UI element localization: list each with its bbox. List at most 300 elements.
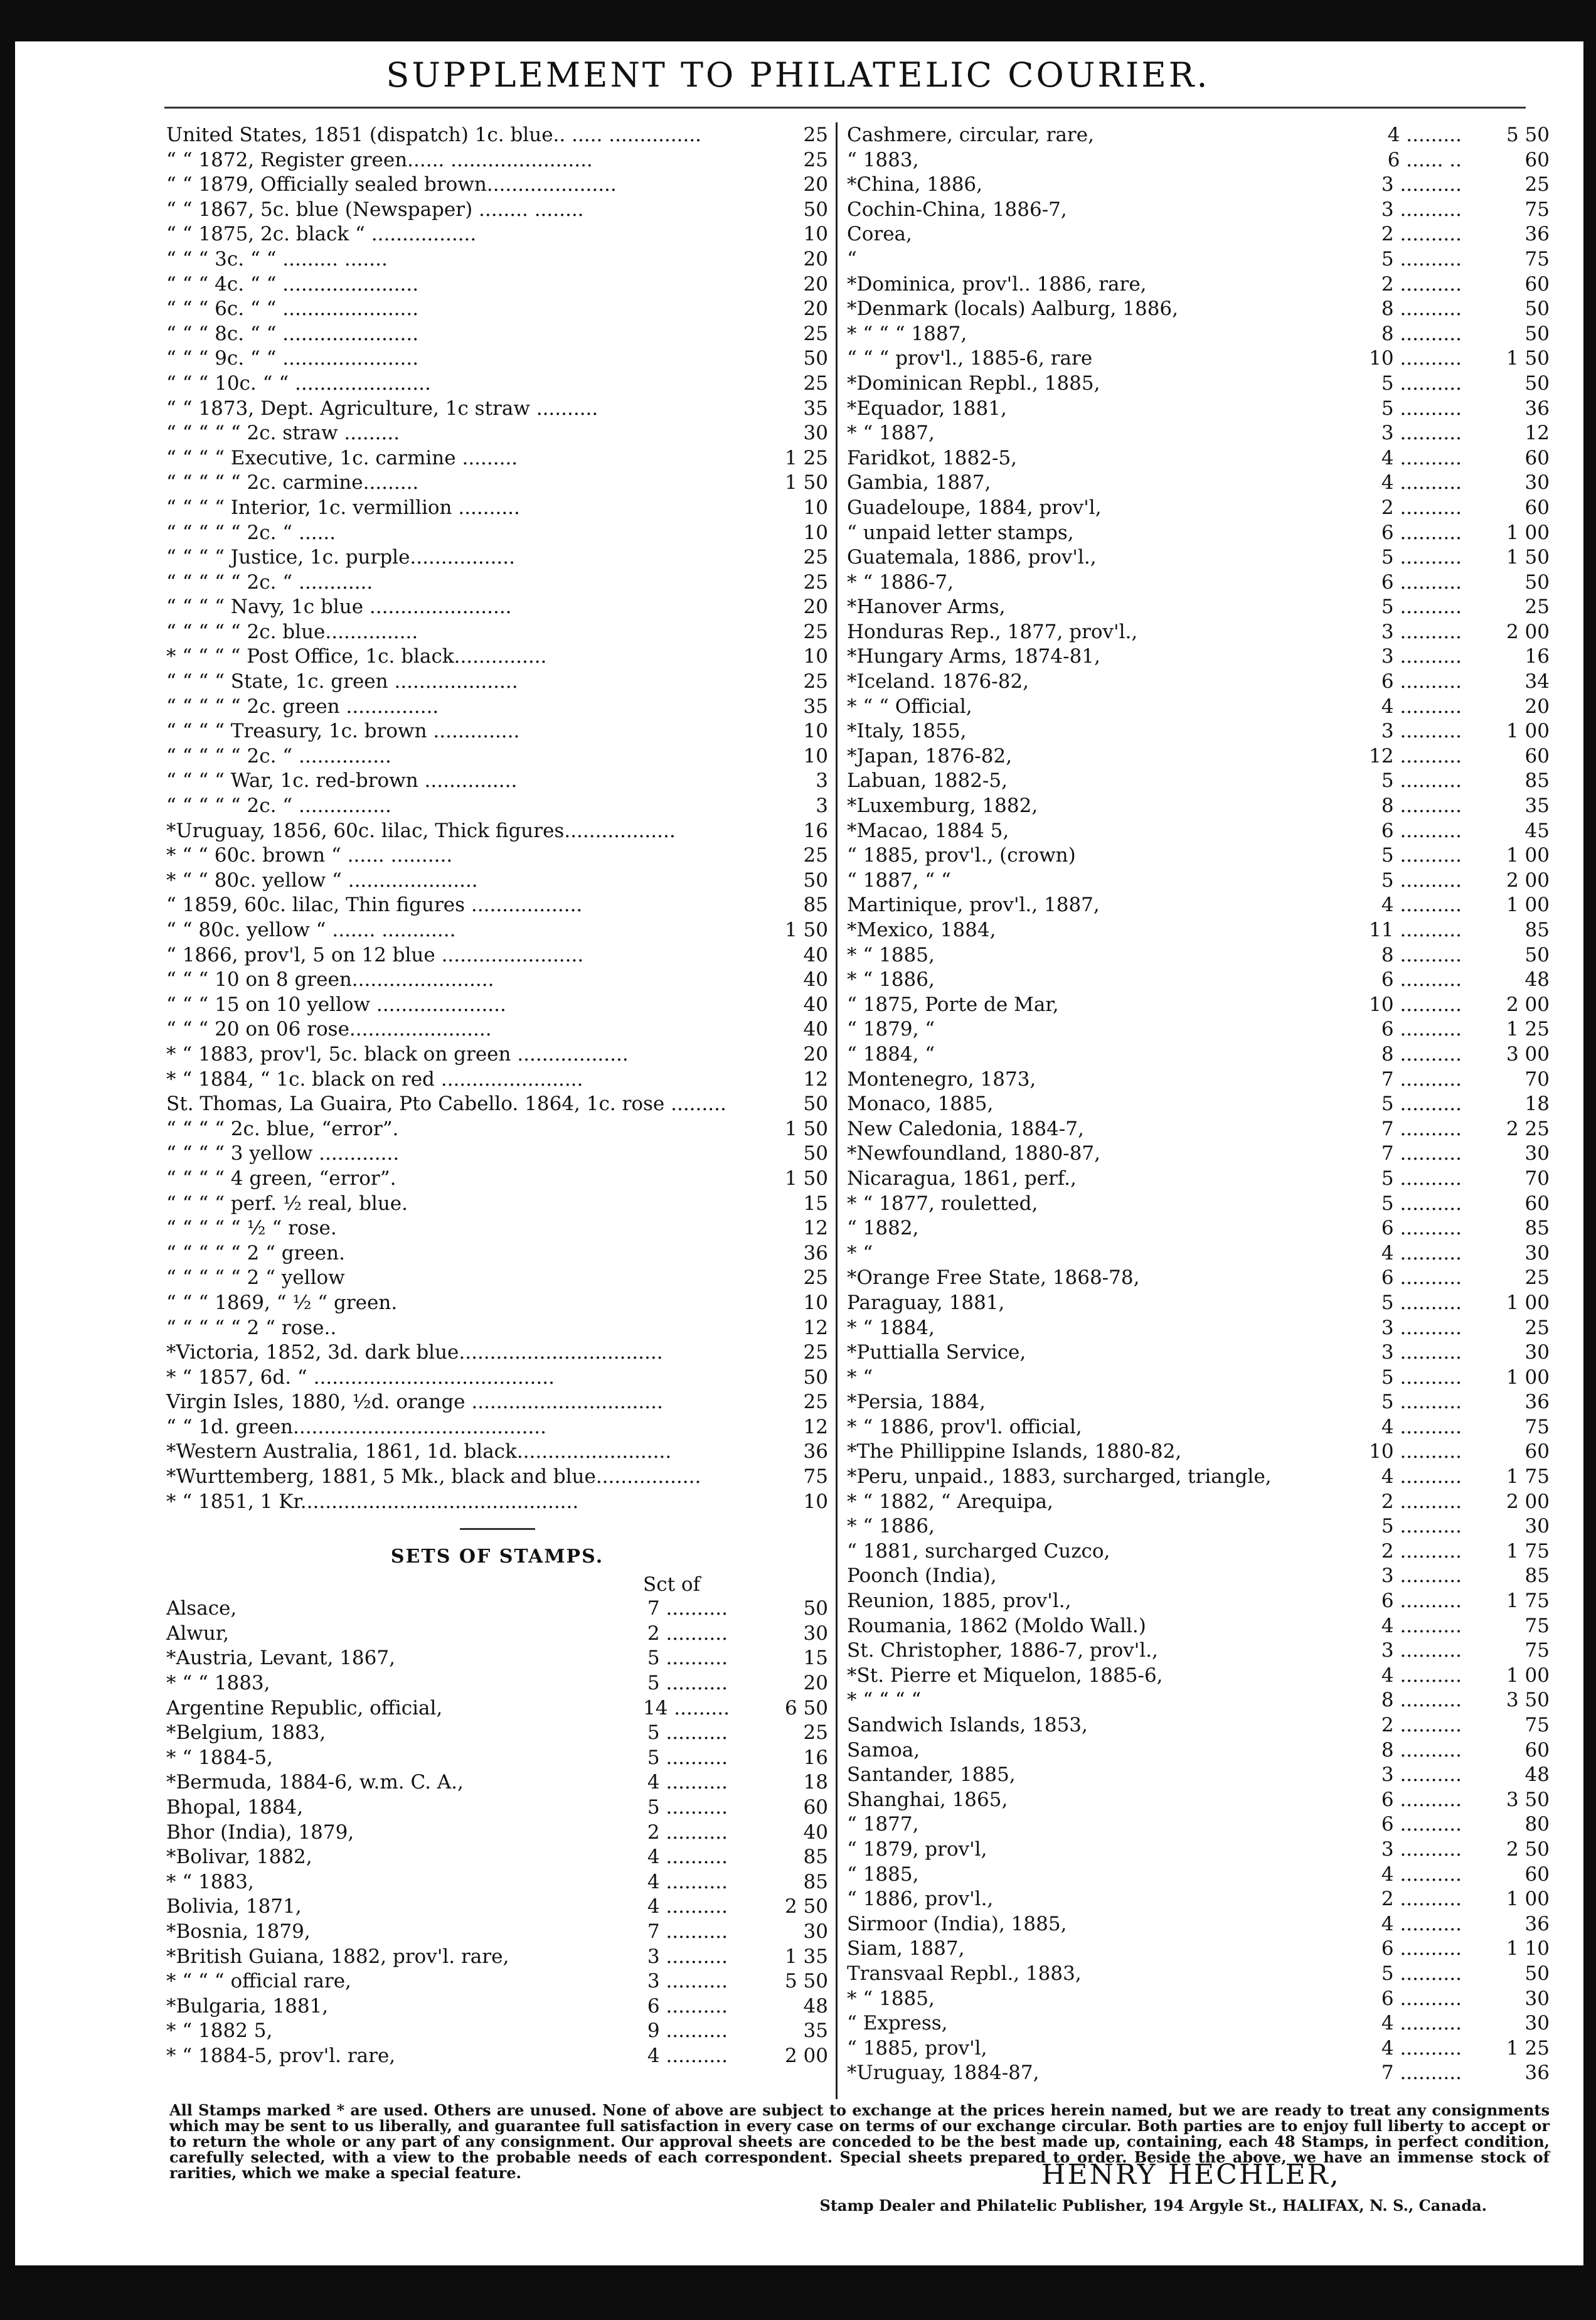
item-price: 10	[803, 1291, 828, 1314]
item-description: New Caledonia, 1884-7,	[847, 1117, 1084, 1140]
item-description: *Bosnia, 1879,	[166, 1920, 311, 1943]
item-price: 50	[1524, 372, 1550, 395]
set-of-header	[166, 1573, 828, 1596]
item-price: 60	[1524, 446, 1550, 469]
item-description: *Luxemburg, 1882,	[847, 794, 1038, 818]
item-set-count: 8 ..........	[1381, 297, 1462, 321]
list-item	[847, 769, 1550, 794]
list-item	[847, 1192, 1550, 1217]
item-description: Cochin-China, 1886-7,	[847, 198, 1067, 221]
item-description: Alwur,	[166, 1622, 230, 1645]
item-description: * “ “ 1883,	[166, 1672, 270, 1695]
item-set-count: 4 ..........	[1381, 1241, 1462, 1264]
item-description: *Macao, 1884 5,	[847, 819, 1009, 842]
item-price: 85	[803, 1870, 828, 1893]
list-item	[847, 421, 1550, 446]
list-item	[847, 1863, 1550, 1888]
item-set-count: 5 ..........	[1381, 546, 1462, 569]
item-price: 1 35	[784, 1945, 828, 1968]
list-item	[166, 968, 828, 993]
item-price: 15	[803, 1647, 828, 1670]
item-description: “ “ “ “ “ 2c. “ ...............	[166, 744, 391, 767]
item-set-count: 5 ..........	[1381, 1291, 1462, 1314]
item-set-count: 5 ..........	[1381, 1366, 1462, 1389]
list-item	[847, 1291, 1550, 1316]
item-set-count: 4 ..........	[647, 1870, 728, 1893]
item-set-count: 5 ..........	[1381, 844, 1462, 867]
list-item	[166, 1440, 828, 1465]
item-description: “ “ 1872, Register green...... .......................	[166, 148, 593, 171]
item-price: 3	[816, 769, 828, 793]
item-description: *China, 1886,	[847, 173, 983, 196]
item-description: Cashmere, circular, rare,	[847, 124, 1094, 146]
item-description: “ 1879, prov'l,	[847, 1837, 987, 1861]
dealer-address: Stamp Dealer and Philatelic Publisher, 194 Argyle St., HALIFAX, N. S., Canada.	[819, 2196, 1487, 2215]
item-description: * “ 1885,	[847, 943, 935, 966]
list-item	[166, 943, 828, 968]
item-description: * “ “ Official,	[847, 695, 972, 718]
list-item	[166, 1770, 828, 1795]
item-description: *Equador, 1881,	[847, 397, 1007, 420]
list-item	[166, 198, 828, 223]
item-description: * “ 1886,	[847, 968, 935, 992]
list-item	[847, 1092, 1550, 1117]
list-item	[166, 297, 828, 322]
item-description: * “ “ “ “ Post Office, 1c. black...............	[166, 645, 547, 668]
item-set-count: 5 ..........	[647, 1796, 728, 1819]
item-price: 3 50	[1506, 1689, 1550, 1712]
list-item	[166, 1415, 828, 1440]
list-item	[166, 1117, 828, 1142]
list-item	[166, 1671, 828, 1696]
item-price: 25	[1524, 1316, 1550, 1339]
item-description: Guadeloupe, 1884, prov'l,	[847, 496, 1102, 519]
list-item	[847, 1514, 1550, 1539]
item-description: “ “ “ 10 on 8 green.......................	[166, 968, 494, 992]
list-item	[166, 496, 828, 521]
item-price: 2 00	[1506, 1490, 1550, 1513]
list-item	[166, 1465, 828, 1490]
item-description: “ 1882,	[847, 1217, 919, 1240]
item-price: 48	[803, 1994, 828, 2018]
item-description: “ “ 1873, Dept. Agriculture, 1c straw ..........	[166, 397, 598, 420]
list-item	[166, 1721, 828, 1746]
item-description: Paraguay, 1881,	[847, 1291, 1005, 1314]
item-price: 25	[803, 372, 828, 395]
item-price: 25	[803, 670, 828, 693]
item-price: 50	[803, 198, 828, 221]
list-item	[166, 222, 828, 247]
item-set-count: 7 ..........	[647, 1597, 728, 1620]
item-set-count: 5 ..........	[1381, 1962, 1462, 1985]
item-set-count: 6 ...... ..	[1387, 148, 1462, 171]
item-description: * “ 1884-5, prov'l. rare,	[166, 2044, 396, 2067]
item-description: “ “ “ “ 4 green, “error”.	[166, 1167, 396, 1190]
item-set-count: 3 ..........	[1381, 1341, 1462, 1364]
item-description: Siam, 1887,	[847, 1937, 965, 1960]
item-set-count: 4 ..........	[1381, 446, 1462, 469]
item-price: 50	[1524, 570, 1550, 594]
item-description: * “ 1884,	[847, 1316, 935, 1339]
item-description: * “ 1885,	[847, 1987, 935, 2010]
item-set-count: 4 ..........	[1381, 2036, 1462, 2060]
list-item	[166, 272, 828, 297]
list-item	[166, 1490, 828, 1515]
column-divider	[836, 122, 838, 2099]
item-description: Alsace,	[166, 1597, 237, 1620]
item-description: *Dominica, prov'l.. 1886, rare,	[847, 272, 1147, 296]
item-price: 25	[803, 1721, 828, 1745]
item-price: 48	[1524, 1763, 1550, 1787]
item-description: *Persia, 1884,	[847, 1391, 986, 1414]
item-price: 60	[1524, 744, 1550, 767]
item-price: 6 50	[784, 1696, 828, 1719]
item-set-count: 2 ..........	[1381, 272, 1462, 296]
item-set-count: 3 ..........	[1381, 1564, 1462, 1588]
item-description: “ 1887, “ “	[847, 869, 951, 892]
list-item	[166, 446, 828, 471]
item-set-count: 3 ..........	[1381, 720, 1462, 743]
list-item	[166, 570, 828, 596]
item-description: Shanghai, 1865,	[847, 1788, 1008, 1811]
item-description: “ 1884, “	[847, 1042, 935, 1066]
item-description: “ “ “ “ “ ½ “ rose.	[166, 1217, 337, 1240]
item-price: 60	[803, 1796, 828, 1819]
item-set-count: 3 ..........	[1381, 1763, 1462, 1787]
list-item	[166, 1141, 828, 1167]
item-price: 85	[803, 1846, 828, 1869]
item-set-count: 5 ..........	[1381, 1515, 1462, 1538]
item-price: 48	[1524, 968, 1550, 992]
list-item	[847, 670, 1550, 695]
item-description: *British Guiana, 1882, prov'l. rare,	[166, 1945, 509, 1968]
item-description: “ 1859, 60c. lilac, Thin figures ..................	[166, 894, 583, 917]
item-description: Transvaal Repbl., 1883,	[847, 1962, 1082, 1985]
item-description: “ “ “ 8c. “ “ ......................	[166, 322, 419, 345]
item-price: 16	[1524, 645, 1550, 668]
item-description: “ “ “ 1869, “ ½ “ green.	[166, 1291, 398, 1314]
list-item	[166, 1266, 828, 1291]
item-description: *Uruguay, 1884-87,	[847, 2061, 1040, 2085]
list-item	[847, 819, 1550, 844]
item-description: *St. Pierre et Miquelon, 1885-6,	[847, 1664, 1163, 1687]
list-item	[847, 372, 1550, 397]
item-set-count: 6 ..........	[1381, 1813, 1462, 1836]
item-price: 1 00	[1506, 894, 1550, 917]
item-price: 36	[1524, 397, 1550, 420]
item-description: Reunion, 1885, prov'l.,	[847, 1590, 1072, 1613]
item-price: 75	[1524, 247, 1550, 270]
item-description: *Newfoundland, 1880-87,	[847, 1142, 1100, 1165]
list-item	[847, 1664, 1550, 1689]
list-item	[166, 744, 828, 769]
list-item	[166, 1795, 828, 1820]
list-item	[847, 198, 1550, 223]
item-set-count: 4 ..........	[1381, 1664, 1462, 1687]
item-price: 20	[1524, 695, 1550, 718]
list-item	[166, 173, 828, 198]
list-item	[166, 794, 828, 819]
item-price: 10	[803, 744, 828, 767]
item-price: 60	[1524, 1192, 1550, 1215]
item-set-count: 7 ..........	[647, 1920, 728, 1943]
list-item	[166, 644, 828, 670]
item-price: 85	[1524, 1564, 1550, 1588]
list-item	[847, 1017, 1550, 1042]
item-description: “ “ “ “ “ 2 “ green.	[166, 1241, 345, 1264]
item-price: 1 50	[784, 471, 828, 494]
item-description: *Wurttemberg, 1881, 5 Mk., black and blue.................	[166, 1465, 701, 1489]
item-description: “ “ “ 10c. “ “ ......................	[166, 372, 431, 395]
item-description: “ “ 1867, 5c. blue (Newspaper) ........ ........	[166, 198, 584, 221]
item-description: Poonch (India),	[847, 1564, 997, 1588]
item-price: 15	[803, 1192, 828, 1215]
list-item	[166, 595, 828, 620]
item-price: 5 50	[1506, 124, 1550, 146]
item-description: *Uruguay, 1856, 60c. lilac, Thick figures..................	[166, 819, 676, 842]
item-price: 1 50	[1506, 347, 1550, 370]
list-item	[847, 2011, 1550, 2036]
list-item	[166, 869, 828, 894]
list-item	[847, 1167, 1550, 1192]
item-price: 75	[1524, 1614, 1550, 1637]
item-price: 50	[803, 1366, 828, 1389]
list-item	[166, 247, 828, 272]
item-description: “ 1866, prov'l, 5 on 12 blue .......................	[166, 943, 584, 966]
scan-bottom-border	[0, 2265, 1596, 2320]
item-description: Bolivia, 1871,	[166, 1895, 302, 1918]
item-price: 35	[803, 2019, 828, 2043]
list-item	[847, 1390, 1550, 1415]
item-set-count: 3 ..........	[1381, 1837, 1462, 1861]
item-price: 30	[803, 1622, 828, 1645]
list-item	[847, 918, 1550, 943]
list-item	[847, 1216, 1550, 1241]
list-item	[847, 1589, 1550, 1614]
item-price: 1 50	[784, 1167, 828, 1190]
item-set-count: 5 ..........	[1381, 869, 1462, 892]
list-item	[847, 1763, 1550, 1788]
list-item	[847, 173, 1550, 198]
item-description: * “	[847, 1241, 873, 1264]
item-set-count: 8 ..........	[1381, 1042, 1462, 1066]
item-price: 20	[803, 297, 828, 321]
item-price: 25	[803, 1266, 828, 1290]
item-set-count: 8 ..........	[1381, 322, 1462, 345]
item-price: 10	[803, 223, 828, 246]
item-set-count: 5 ..........	[1381, 1391, 1462, 1414]
item-price: 50	[803, 869, 828, 892]
item-description: Virgin Isles, 1880, ½d. orange ...............................	[166, 1391, 663, 1414]
item-price: 3 50	[1506, 1788, 1550, 1811]
item-price: 1 25	[784, 446, 828, 469]
item-description: * “	[847, 1366, 873, 1389]
item-description: “ “ “ 20 on 06 rose.......................	[166, 1018, 492, 1041]
item-price: 1 00	[1506, 521, 1550, 544]
item-description: “ 1881, surcharged Cuzco,	[847, 1539, 1110, 1563]
list-item	[847, 1415, 1550, 1440]
item-set-count: 14 .........	[643, 1696, 730, 1719]
list-item	[847, 1962, 1550, 1987]
list-item	[166, 148, 828, 173]
item-description: Samoa,	[847, 1738, 920, 1761]
item-set-count: 3 ..........	[1381, 422, 1462, 445]
list-item	[166, 1969, 828, 1994]
item-description: * “ “ 60c. brown “ ...... ..........	[166, 844, 453, 867]
item-description: * “ 1886,	[847, 1515, 935, 1538]
item-price: 10	[803, 645, 828, 668]
item-set-count: 4 ..........	[1381, 695, 1462, 718]
item-set-count: 6 ..........	[1381, 1937, 1462, 1960]
item-description: “ “ “ 15 on 10 yellow .....................	[166, 993, 506, 1016]
item-price: 60	[1524, 1738, 1550, 1761]
item-description: “	[847, 247, 857, 270]
item-price: 1 10	[1506, 1937, 1550, 1960]
list-item	[166, 719, 828, 744]
list-item	[166, 1316, 828, 1341]
item-price: 85	[1524, 769, 1550, 793]
item-description: “ Express,	[847, 2012, 948, 2035]
item-price: 50	[1524, 943, 1550, 966]
item-description: “ 1885, prov'l,	[847, 2036, 987, 2060]
list-item	[847, 1340, 1550, 1366]
item-description: “ “ “ “ War, 1c. red-brown ...............	[166, 769, 518, 793]
left-column	[166, 123, 828, 2069]
item-price: 20	[803, 272, 828, 296]
item-price: 1 00	[1506, 844, 1550, 867]
item-set-count: 3 ..........	[647, 1945, 728, 1968]
list-item	[166, 1366, 828, 1391]
list-item	[166, 1067, 828, 1093]
item-description: * “ 1882, “ Arequipa,	[847, 1490, 1053, 1513]
item-description: United States, 1851 (dispatch) 1c. blue.. ..... ...............	[166, 124, 702, 146]
list-item	[166, 893, 828, 918]
dealer-signature: HENRY HECHLER,	[1041, 2159, 1341, 2191]
item-set-count: 5 ..........	[647, 1721, 728, 1745]
list-item	[847, 1564, 1550, 1589]
item-price: 40	[803, 1820, 828, 1844]
list-item	[166, 1820, 828, 1846]
item-description: *Bolivar, 1882,	[166, 1846, 312, 1869]
item-description: * “ 1883,	[166, 1870, 254, 1893]
item-description: “ “ “ “ “ 2c. carmine.........	[166, 471, 419, 494]
item-set-count: 5 ..........	[1381, 596, 1462, 619]
item-description: * “ 1883, prov'l, 5c. black on green ..................	[166, 1042, 629, 1066]
item-set-count: 10 ..........	[1369, 993, 1462, 1016]
list-item	[847, 346, 1550, 372]
item-price: 36	[1524, 1912, 1550, 1935]
item-price: 36	[1524, 1391, 1550, 1414]
item-price: 60	[1524, 272, 1550, 296]
item-description: “ “ “ “ “ 2 “ yellow	[166, 1266, 345, 1290]
list-item	[847, 247, 1550, 272]
item-set-count: 4 ..........	[1381, 2012, 1462, 2035]
item-price: 25	[1524, 173, 1550, 196]
list-item	[847, 869, 1550, 894]
item-set-count: 7 ..........	[1381, 1117, 1462, 1140]
item-set-count: 3 ..........	[1381, 1316, 1462, 1339]
list-item	[847, 1266, 1550, 1291]
item-set-count: 4 ..........	[647, 1895, 728, 1918]
list-item	[166, 322, 828, 347]
item-price: 12	[1524, 422, 1550, 445]
item-description: Bhor (India), 1879,	[166, 1820, 354, 1844]
list-item	[847, 1812, 1550, 1837]
item-price: 10	[803, 521, 828, 544]
item-set-count: 4 ..........	[1381, 471, 1462, 494]
item-price: 36	[803, 1440, 828, 1463]
item-set-count: 7 ..........	[1381, 1067, 1462, 1091]
item-price: 2 25	[1506, 1117, 1550, 1140]
item-set-count: 6 ..........	[1381, 521, 1462, 544]
list-item	[847, 695, 1550, 720]
item-price: 75	[1524, 1714, 1550, 1736]
item-price: 2 00	[1506, 869, 1550, 892]
item-price: 85	[803, 894, 828, 917]
item-price: 25	[803, 844, 828, 867]
item-set-count: 5 ..........	[1381, 1192, 1462, 1215]
item-description: *Bulgaria, 1881,	[166, 1994, 329, 2018]
list-item	[166, 1340, 828, 1366]
item-set-count: 4 ..........	[647, 1771, 728, 1794]
list-item	[166, 1920, 828, 1945]
item-price: 1 75	[1506, 1590, 1550, 1613]
list-item	[847, 1539, 1550, 1564]
list-item	[166, 620, 828, 645]
item-set-count: 2 ..........	[1381, 1539, 1462, 1563]
item-price: 50	[803, 1597, 828, 1620]
list-item	[847, 794, 1550, 819]
item-description: * “ 1851, 1 Kr.............................................	[166, 1490, 579, 1513]
item-price: 1 00	[1506, 1291, 1550, 1314]
item-price: 1 25	[1506, 2036, 1550, 2060]
item-price: 5 50	[784, 1970, 828, 1993]
item-price: 12	[803, 1067, 828, 1091]
item-price: 3	[816, 794, 828, 818]
item-price: 2 00	[1506, 620, 1550, 643]
list-item	[847, 397, 1550, 422]
item-description: “ “ “ “ Executive, 1c. carmine .........	[166, 446, 518, 469]
list-item	[847, 943, 1550, 968]
item-description: “ “ “ “ “ 2c. blue...............	[166, 620, 418, 643]
list-item	[166, 1696, 828, 1721]
item-price: 1 25	[1506, 1018, 1550, 1041]
item-set-count: 3 ..........	[1381, 198, 1462, 221]
list-item	[166, 1216, 828, 1241]
list-item	[847, 1987, 1550, 2012]
item-description: “ “ “ “ “ 2c. “ ............	[166, 570, 373, 594]
item-set-count: 3 ..........	[1381, 645, 1462, 668]
item-price: 30	[1524, 1515, 1550, 1538]
item-description: “ “ “ prov'l., 1885-6, rare	[847, 347, 1093, 370]
item-price: 35	[1524, 794, 1550, 818]
item-price: 25	[803, 148, 828, 171]
item-description: Nicaragua, 1861, perf.,	[847, 1167, 1077, 1190]
item-description: “ 1885, prov'l., (crown)	[847, 844, 1076, 867]
item-price: 20	[803, 596, 828, 619]
list-item	[166, 397, 828, 422]
item-description: Martinique, prov'l., 1887,	[847, 894, 1100, 917]
item-description: *Hungary Arms, 1874-81,	[847, 645, 1100, 668]
list-item	[847, 1316, 1550, 1341]
item-price: 1 50	[784, 919, 828, 941]
list-item	[166, 372, 828, 397]
list-item	[166, 843, 828, 869]
item-set-count: 7 ..........	[1381, 2061, 1462, 2085]
sets-heading: SETS OF STAMPS.	[390, 1546, 604, 1568]
list-item	[847, 272, 1550, 297]
list-item	[847, 570, 1550, 596]
